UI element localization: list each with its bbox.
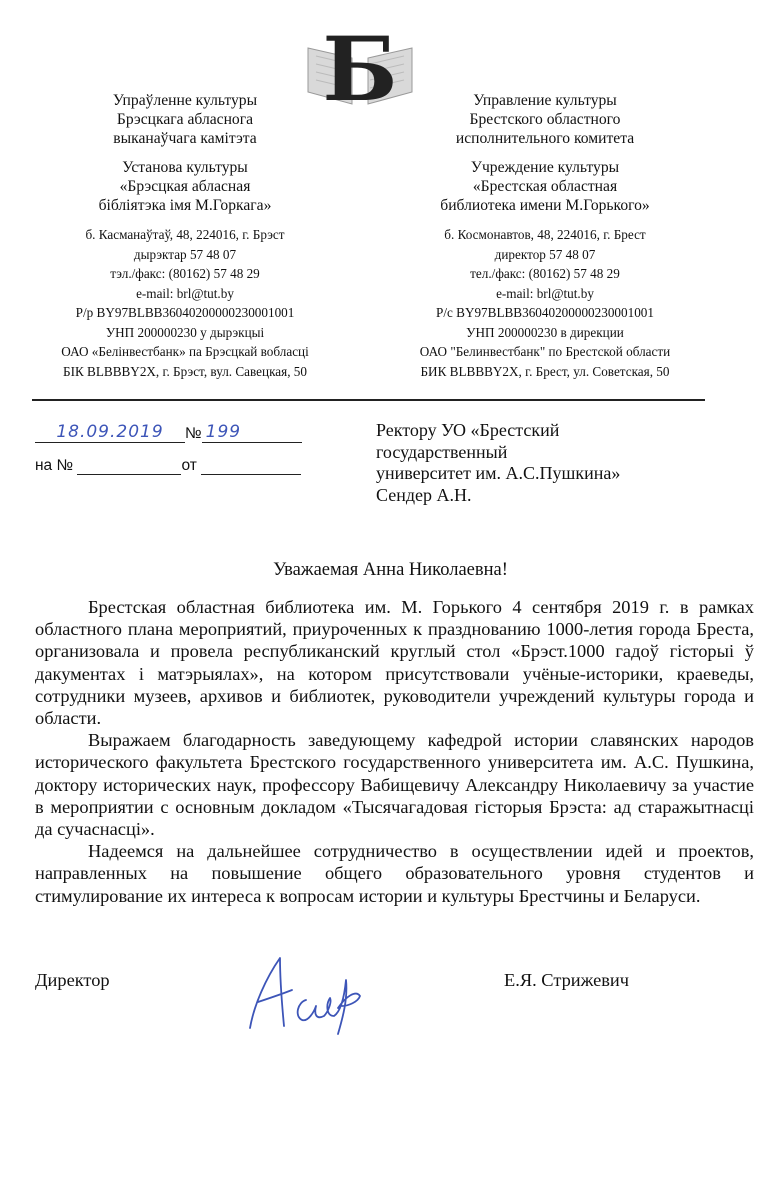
- fax-line: тел./факс: (80162) 57 48 29: [470, 266, 620, 281]
- svg-text:Б: Б: [322, 18, 398, 110]
- phone-line: дырэктар 57 48 07: [133, 246, 237, 262]
- letterhead-left: [35, 91, 335, 381]
- handwritten-number: 199: [205, 422, 242, 442]
- in-reply-label: на №: [35, 457, 74, 474]
- institution-line: бібліятэка імя М.Горкага»: [98, 197, 272, 214]
- org-line: Управление культуры: [473, 92, 617, 109]
- handwritten-date: 18.09.2019: [56, 422, 164, 442]
- greeting: Уважаемая Анна Николаевна!: [273, 560, 508, 580]
- from-label: от: [181, 457, 197, 474]
- recipient-line: Ректору УО «Брестский: [376, 420, 560, 440]
- unp-line: УНП 200000230 у дырэкцыі: [105, 324, 265, 340]
- recipient-line: государственный: [376, 441, 508, 462]
- address-line: б. Касманаўтаў, 48, 224016, г. Брэст: [85, 227, 285, 242]
- fax-line: тэл./факс: (80162) 57 48 29: [110, 266, 260, 281]
- reply-number-field: [77, 456, 181, 475]
- org-line: исполнительного комитета: [455, 130, 635, 147]
- header-divider: [32, 399, 705, 401]
- outgoing-reference: [35, 424, 302, 443]
- incoming-reference: [35, 456, 301, 475]
- bank-line: ОАО «Белінвестбанк» па Брэсцкай вобласці: [61, 344, 309, 359]
- phone-line: директор 57 48 07: [494, 246, 596, 262]
- body-paragraph: Брестская областная библиотека им. М. Горького 4 сентября 2019 г. в рамках областного плана мероприятий, приуроченных к празднованию 1000-летия города Бреста, организовала и провела республиканский круглый стол «Брэст.1000 гадоў гісторыі ў дакументах і матэрыялах», на котором присутствовали учёные-историки, краеведы, сотрудники музеев, архивов и библиотек, руководители учреждений культуры города и области.: [35, 597, 754, 729]
- reply-date-field: [201, 456, 301, 475]
- org-line: Брестского областного: [469, 111, 621, 128]
- letterhead-right: [395, 91, 695, 381]
- institution-line: Установа культуры: [122, 159, 248, 176]
- address-line: б. Космонавтов, 48, 224016, г. Брест: [444, 227, 646, 242]
- number-label: №: [185, 425, 202, 442]
- email-line: e-mail: brl@tut.by: [136, 285, 234, 301]
- recipient-block: [376, 420, 676, 506]
- institution-line: «Брестская областная: [472, 178, 618, 195]
- org-line: Упраўленне культуры: [112, 92, 258, 109]
- bank-line: ОАО "Белинвестбанк" по Брестской области: [419, 344, 671, 359]
- unp-line: УНП 200000230 в дирекции: [466, 324, 624, 340]
- recipient-line: университет им. А.С.Пушкина»: [376, 463, 621, 483]
- bic-line: БІК BLBBBY2X, г. Брэст, вул. Савецкая, 50: [63, 363, 307, 379]
- body-paragraph: Надеемся на дальнейшее сотрудничество в осуществлении идей и проектов, направленных на повышение общего образовательного уровня студентов и стимулирование их интереса к вопросам истории и культуры Брестчины и Беларуси.: [35, 841, 754, 906]
- letter-body: [35, 596, 754, 907]
- date-field: [35, 424, 185, 443]
- bic-line: БИК BLBBBY2X, г. Брест, ул. Советская, 50: [420, 363, 670, 379]
- institution-line: «Брэсцкая абласная: [119, 178, 251, 195]
- org-line: Брэсцкага абласнога: [116, 111, 254, 128]
- signatory-title: Директор: [35, 970, 110, 990]
- email-line: e-mail: brl@tut.by: [496, 285, 594, 301]
- recipient-line: Сендер А.Н.: [376, 484, 472, 505]
- handwritten-signature: [220, 950, 380, 1035]
- body-paragraph: Выражаем благодарность заведующему кафедрой истории славянских народов исторического факультета Брестского государственного университета им. А.С. Пушкина, доктору исторических наук, профессору Вабищевичу Александру Николаевичу за участие в мероприятии с основным докладом «Тысячагадовая гісторыя Брэста: ад старажытнасці да сучаснасці».: [35, 730, 754, 840]
- number-field: [202, 424, 302, 443]
- signatory-name: Е.Я. Стрижевич: [504, 970, 630, 990]
- account-line: Р/р BY97BLBB36040200000230001001: [75, 305, 295, 320]
- institution-line: библиотека имени М.Горького»: [440, 197, 650, 214]
- account-line: Р/с BY97BLBB36040200000230001001: [436, 305, 654, 320]
- org-line: выканаўчага камітэта: [113, 130, 257, 147]
- institution-line: Учреждение культуры: [470, 159, 620, 176]
